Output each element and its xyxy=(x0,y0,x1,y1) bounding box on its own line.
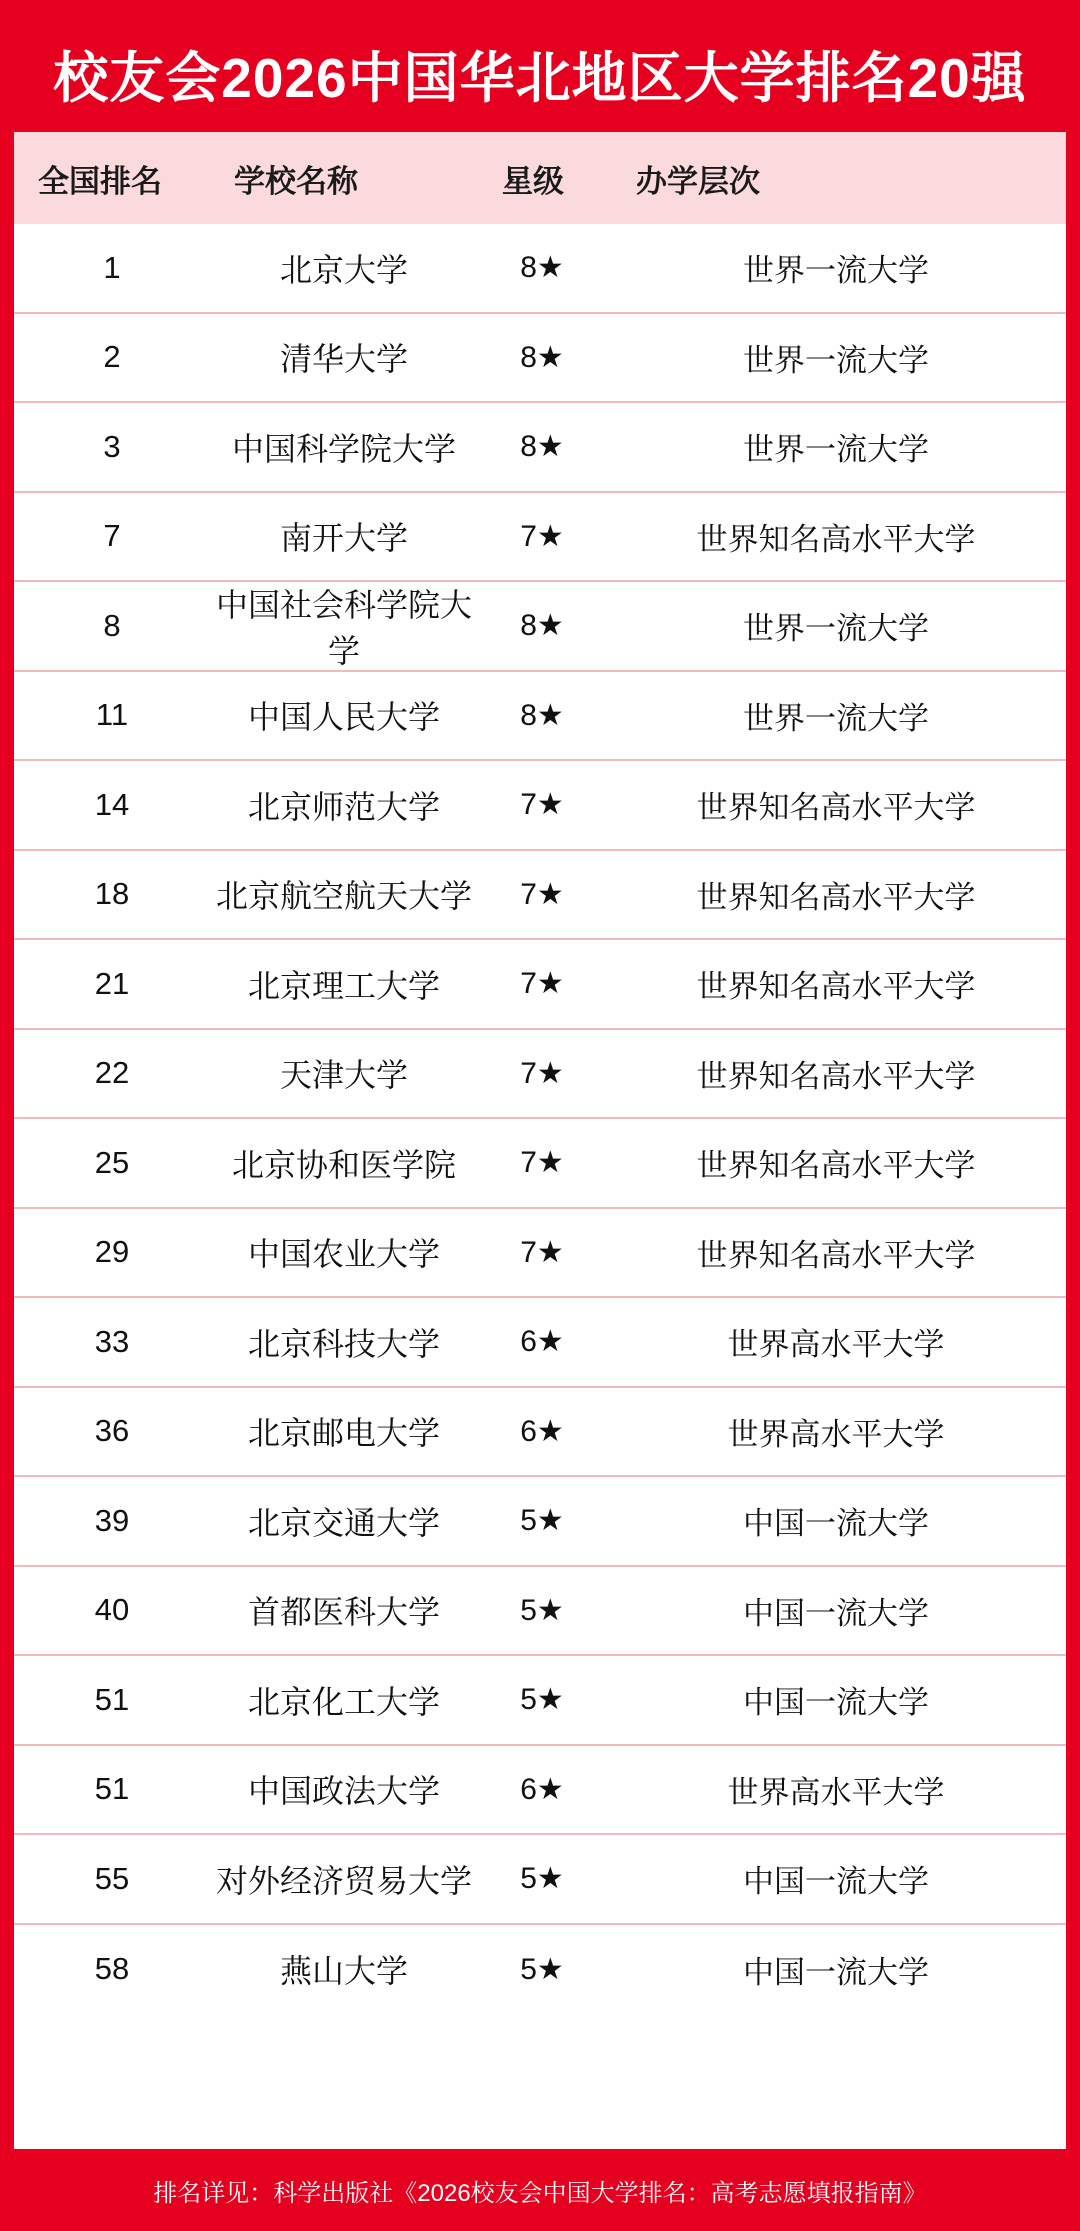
cell-level: 世界高水平大学 xyxy=(727,1327,945,1363)
cell-level: 世界一流大学 xyxy=(743,611,929,647)
column-header-star: 星级 xyxy=(502,163,564,199)
cell-level: 中国一流大学 xyxy=(743,1506,929,1542)
cell-rank: 29 xyxy=(94,1234,130,1270)
cell-level: 中国一流大学 xyxy=(743,1685,929,1721)
cell-rank: 14 xyxy=(94,786,130,822)
cell-star: 8★ xyxy=(520,609,564,643)
cell-level: 世界知名高水平大学 xyxy=(696,969,976,1005)
table-row xyxy=(14,851,1066,941)
cell-level: 世界知名高水平大学 xyxy=(696,1237,976,1273)
cell-rank: 51 xyxy=(94,1771,130,1807)
cell-level: 中国一流大学 xyxy=(743,1595,929,1631)
cell-star: 8★ xyxy=(520,340,564,374)
cell-school: 北京航空航天大学 xyxy=(215,878,472,915)
cell-level: 世界知名高水平大学 xyxy=(696,1058,976,1094)
cell-school: 燕山大学 xyxy=(279,1953,408,1990)
cell-rank: 1 xyxy=(103,249,121,285)
cell-school: 中国农业大学 xyxy=(247,1236,440,1273)
cell-school: 天津大学 xyxy=(279,1057,408,1094)
cell-level: 中国一流大学 xyxy=(743,1954,929,1990)
table-row xyxy=(14,1119,1066,1209)
cell-level: 世界知名高水平大学 xyxy=(696,790,976,826)
table-row xyxy=(14,582,1066,672)
cell-star: 7★ xyxy=(520,519,564,553)
cell-star: 5★ xyxy=(520,1862,564,1896)
table-row xyxy=(14,1477,1066,1567)
cell-level: 世界知名高水平大学 xyxy=(696,879,976,915)
cell-level: 世界一流大学 xyxy=(743,342,929,378)
table-row xyxy=(14,403,1066,493)
cell-school: 首都医科大学 xyxy=(247,1594,440,1631)
cell-school: 中国人民大学 xyxy=(247,699,440,736)
table-row xyxy=(14,493,1066,583)
cell-rank: 2 xyxy=(103,339,121,375)
cell-rank: 51 xyxy=(94,1681,130,1717)
cell-rank: 22 xyxy=(94,1055,130,1091)
cell-school: 北京理工大学 xyxy=(247,967,440,1004)
cell-rank: 18 xyxy=(94,876,130,912)
cell-star: 8★ xyxy=(520,698,564,732)
table-row xyxy=(14,672,1066,762)
table-row xyxy=(14,1746,1066,1836)
cell-level: 世界一流大学 xyxy=(743,700,929,736)
cell-level: 世界知名高水平大学 xyxy=(696,521,976,557)
cell-school: 北京科技大学 xyxy=(247,1325,440,1362)
cell-rank: 40 xyxy=(94,1592,130,1628)
cell-star: 6★ xyxy=(520,1772,564,1806)
cell-school: 北京化工大学 xyxy=(247,1683,440,1720)
column-header-rank: 全国排名 xyxy=(38,163,162,199)
footer-note: 排名详见：科学出版社《2026校友会中国大学排名：高考志愿填报指南》 xyxy=(153,2179,927,2207)
cell-school: 中国科学院大学 xyxy=(231,430,456,467)
cell-rank: 3 xyxy=(103,428,121,464)
cell-rank: 7 xyxy=(103,518,121,554)
poster-title-bar xyxy=(14,14,1066,132)
cell-star: 5★ xyxy=(520,1683,564,1717)
cell-star: 7★ xyxy=(520,1056,564,1090)
page-title: 校友会2026中国华北地区大学排名20强 xyxy=(53,46,1027,109)
cell-school: 北京大学 xyxy=(279,251,408,288)
cell-school: 中国政法大学 xyxy=(247,1773,440,1810)
column-header-school: 学校名称 xyxy=(234,163,358,199)
cell-level: 中国一流大学 xyxy=(743,1864,929,1900)
cell-star: 8★ xyxy=(520,251,564,285)
table-row xyxy=(14,1925,1066,2015)
cell-level: 世界一流大学 xyxy=(743,432,929,468)
table-row xyxy=(14,1209,1066,1299)
cell-level: 世界知名高水平大学 xyxy=(696,1148,976,1184)
cell-rank: 33 xyxy=(94,1323,130,1359)
table-row xyxy=(14,1030,1066,1120)
cell-star: 7★ xyxy=(520,877,564,911)
cell-school: 清华大学 xyxy=(279,341,408,378)
cell-level: 世界高水平大学 xyxy=(727,1774,945,1810)
cell-level: 世界一流大学 xyxy=(743,253,929,289)
table-row xyxy=(14,224,1066,314)
cell-star: 5★ xyxy=(520,1593,564,1627)
table-row xyxy=(14,1298,1066,1388)
table-row xyxy=(14,761,1066,851)
table-row xyxy=(14,1388,1066,1478)
cell-school: 北京师范大学 xyxy=(247,788,440,825)
cell-rank: 39 xyxy=(94,1502,130,1538)
table-row xyxy=(14,1656,1066,1746)
table-row xyxy=(14,940,1066,1030)
cell-school: 南开大学 xyxy=(279,520,408,557)
ranking-table xyxy=(14,132,1066,2149)
cell-star: 6★ xyxy=(520,1325,564,1359)
cell-rank: 25 xyxy=(94,1144,130,1180)
cell-rank: 21 xyxy=(94,965,130,1001)
column-header-level: 办学层次 xyxy=(636,163,760,199)
cell-star: 7★ xyxy=(520,1146,564,1180)
cell-school: 北京邮电大学 xyxy=(247,1415,440,1452)
cell-rank: 11 xyxy=(95,697,129,733)
cell-star: 7★ xyxy=(520,788,564,822)
cell-star: 7★ xyxy=(520,967,564,1001)
cell-school: 中国社会科学院大学 xyxy=(215,586,472,669)
cell-star: 7★ xyxy=(520,1235,564,1269)
cell-star: 5★ xyxy=(520,1952,564,1986)
footer-bar xyxy=(14,2149,1066,2231)
cell-star: 8★ xyxy=(520,430,564,464)
cell-school: 对外经济贸易大学 xyxy=(215,1862,472,1899)
cell-rank: 55 xyxy=(94,1860,130,1896)
cell-star: 6★ xyxy=(520,1414,564,1448)
table-row xyxy=(14,314,1066,404)
cell-school: 北京协和医学院 xyxy=(231,1146,456,1183)
table-row xyxy=(14,1835,1066,1925)
cell-level: 世界高水平大学 xyxy=(727,1416,945,1452)
cell-rank: 58 xyxy=(94,1951,130,1987)
cell-rank: 36 xyxy=(94,1413,130,1449)
table-row xyxy=(14,1567,1066,1657)
cell-rank: 8 xyxy=(103,607,121,643)
cell-star: 5★ xyxy=(520,1504,564,1538)
table-header-row xyxy=(14,132,1066,224)
cell-school: 北京交通大学 xyxy=(247,1504,440,1541)
